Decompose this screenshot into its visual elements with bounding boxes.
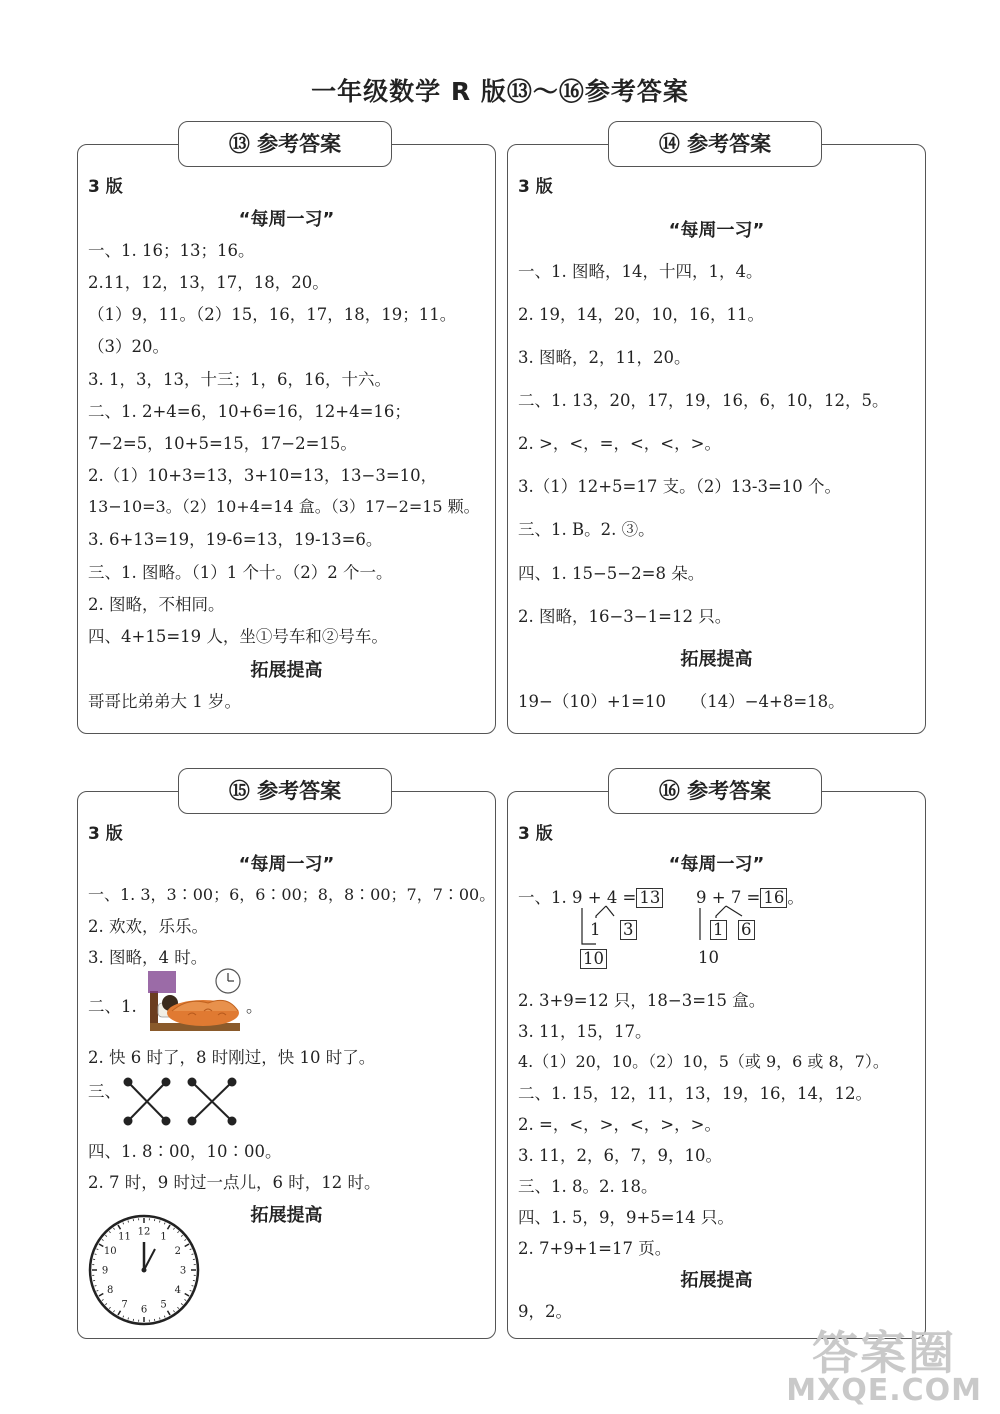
answer-line: 2. 3+9=12 只，18−3=15 盒。 xyxy=(518,991,766,1010)
extension-title: 拓展提高 xyxy=(680,1270,753,1291)
sum-box: 10 xyxy=(580,949,607,969)
clock-number: 1 xyxy=(160,1231,167,1243)
answer-line: 2. 图略，16−3−1=12 只。 xyxy=(518,607,732,626)
extension-title: 拓展提高 xyxy=(680,649,753,670)
equation-suffix: 。 xyxy=(787,888,804,907)
clock-number: 2 xyxy=(174,1246,181,1257)
answer-line: 一、1. 图略，14，十四，1，4。 xyxy=(518,262,763,281)
extension-title: 拓展提高 xyxy=(250,660,323,681)
panel-tab-14: ⑭ 参考答案 xyxy=(608,121,822,167)
sum-label: 10 xyxy=(698,948,719,967)
answer-line: 3. 图略，4 时。 xyxy=(88,948,208,967)
answer-line: 2.（1）10+3=13，3+10=13，13−3=10， xyxy=(88,466,438,485)
answer-line: 二、1. 13，20，17，19，16，6，10，12，5。 xyxy=(518,391,889,410)
clock-number: 5 xyxy=(160,1299,167,1311)
split-part-box: 6 xyxy=(738,920,755,940)
equation-expr: 9 + 7 = xyxy=(696,888,761,907)
answer-line: （1）9，11。（2）15，16，17，18，19；11。 xyxy=(88,305,457,324)
answer-line: 二、1. 15，12，11，13，19，16，14，12。 xyxy=(518,1084,872,1103)
answer-panel-14 xyxy=(507,144,926,734)
answer-line: 一、1. 3，3∶00；6，6∶00；8，8∶00；7，7∶00。 xyxy=(88,885,496,904)
equation-expr: 9 + 4 = xyxy=(572,888,637,907)
split-part: 1 xyxy=(590,920,601,939)
extension-answer: 9，2。 xyxy=(518,1302,572,1321)
section-title: “每周一习” xyxy=(668,854,765,875)
analog-clock xyxy=(86,1212,202,1328)
answer-line: 四、1. 8∶00，10∶00。 xyxy=(88,1142,282,1161)
answer-line: （3）20。 xyxy=(88,337,169,356)
matching-lines-diagram xyxy=(122,1077,238,1127)
clock-number: 9 xyxy=(101,1265,109,1277)
answer-line: 三、1. B。2. ③。 xyxy=(518,520,655,539)
section-title: “每周一习” xyxy=(668,220,765,241)
answer-line: 四、1. 5，9，9+5=14 只。 xyxy=(518,1208,734,1227)
answer-line: 二、1. 2+4=6，10+6=16，12+4=16； xyxy=(88,402,411,421)
answer-line: 2. >，<，=，<，<，>。 xyxy=(518,434,721,453)
answer-line: 三、1. 图略。（1）1 个十。（2）2 个一。 xyxy=(88,563,393,582)
clock-number: 8 xyxy=(107,1285,114,1296)
result-box: 16 xyxy=(760,888,787,908)
answer-line: 13−10=3。（2）10+4=14 盒。（3）17−2=15 颗。 xyxy=(88,497,480,516)
split-part-box: 3 xyxy=(620,920,637,940)
answer-line: 3. 11，15，17。 xyxy=(518,1022,652,1041)
answer-line: 2. 19，14，20，10，16，11。 xyxy=(518,305,764,324)
clock-number: 6 xyxy=(140,1304,148,1316)
clock-number: 7 xyxy=(121,1299,128,1311)
answer-line: 2. 7+9+1=17 页。 xyxy=(518,1239,672,1258)
extension-answer: 19−（10）+1=10 （14）−4+8=18。 xyxy=(518,692,845,711)
edition-label: 3 版 xyxy=(88,824,123,844)
answer-line: 3. 图略，2，11，20。 xyxy=(518,348,691,367)
watermark xyxy=(786,1326,982,1408)
panel-tab-16: ⑯ 参考答案 xyxy=(608,768,822,814)
clock-number: 4 xyxy=(174,1285,181,1296)
answer-line: 四、4+15=19 人，坐①号车和②号车。 xyxy=(88,627,388,646)
split-part-box: 1 xyxy=(710,920,727,940)
answer-line: 二、1. xyxy=(88,997,137,1016)
edition-label: 3 版 xyxy=(88,177,123,197)
answer-line: 3. 6+13=19，19-6=13，19-13=6。 xyxy=(88,530,383,549)
answer-line: 2. =，<，>，<，>，>。 xyxy=(518,1115,721,1134)
answer-line: 2. 快 6 时了，8 时刚过，快 10 时了。 xyxy=(88,1048,376,1067)
clock-number: 11 xyxy=(118,1231,131,1243)
panel-tab-13: ⑬ 参考答案 xyxy=(178,121,392,167)
section-title: “每周一习” xyxy=(238,209,335,230)
answer-panel-16 xyxy=(507,791,926,1339)
edition-label: 3 版 xyxy=(518,177,553,197)
watermark-text: 答案圈 xyxy=(812,1326,957,1380)
page-title: 一年级数学 R 版⑬～⑯参考答案 xyxy=(311,77,689,106)
answer-line: 7−2=5，10+5=15，17−2=15。 xyxy=(88,434,357,453)
answer-line: 一、1. 16；13；16。 xyxy=(88,241,255,260)
extension-answer: 哥哥比弟弟大 1 岁。 xyxy=(88,692,241,711)
answer-panel-15 xyxy=(77,791,496,1339)
answer-line: 三、1. 8。2. 18。 xyxy=(518,1177,658,1196)
clock-number: 3 xyxy=(179,1265,187,1277)
answer-line: 三、 xyxy=(88,1082,121,1101)
answer-line: 3. 1，3，13，十三；1，6，16，十六。 xyxy=(88,370,391,389)
result-box: 13 xyxy=(636,888,663,908)
answer-line: 3. 11，2，6，7，9，10。 xyxy=(518,1146,722,1165)
watermark-url: MXQE.COM xyxy=(786,1373,982,1408)
answer-line: 2.11，12，13，17，18，20。 xyxy=(88,273,329,292)
sleeping-child-illustration xyxy=(148,967,244,1035)
edition-label: 3 版 xyxy=(518,824,553,844)
answer-line: 4.（1）20，10。（2）10，5（或 9，6 或 8，7）。 xyxy=(518,1052,889,1071)
question-prefix: 一、1. xyxy=(518,888,572,907)
answer-line: 2. 欢欢，乐乐。 xyxy=(88,917,208,936)
answer-line: 2. 7 时，9 时过一点儿，6 时，12 时。 xyxy=(88,1173,381,1192)
answer-line: 3.（1）12+5=17 支。（2）13-3=10 个。 xyxy=(518,477,842,496)
clock-number: 10 xyxy=(103,1246,117,1257)
extension-title: 拓展提高 xyxy=(250,1205,323,1226)
answer-line: 2. 图略，不相同。 xyxy=(88,595,225,614)
answer-line: 。 xyxy=(246,997,263,1016)
panel-tab-15: ⑮ 参考答案 xyxy=(178,768,392,814)
answer-panel-13 xyxy=(77,144,496,734)
clock-number: 12 xyxy=(137,1226,151,1238)
section-title: “每周一习” xyxy=(238,854,335,875)
answer-line: 四、1. 15−5−2=8 朵。 xyxy=(518,564,705,583)
